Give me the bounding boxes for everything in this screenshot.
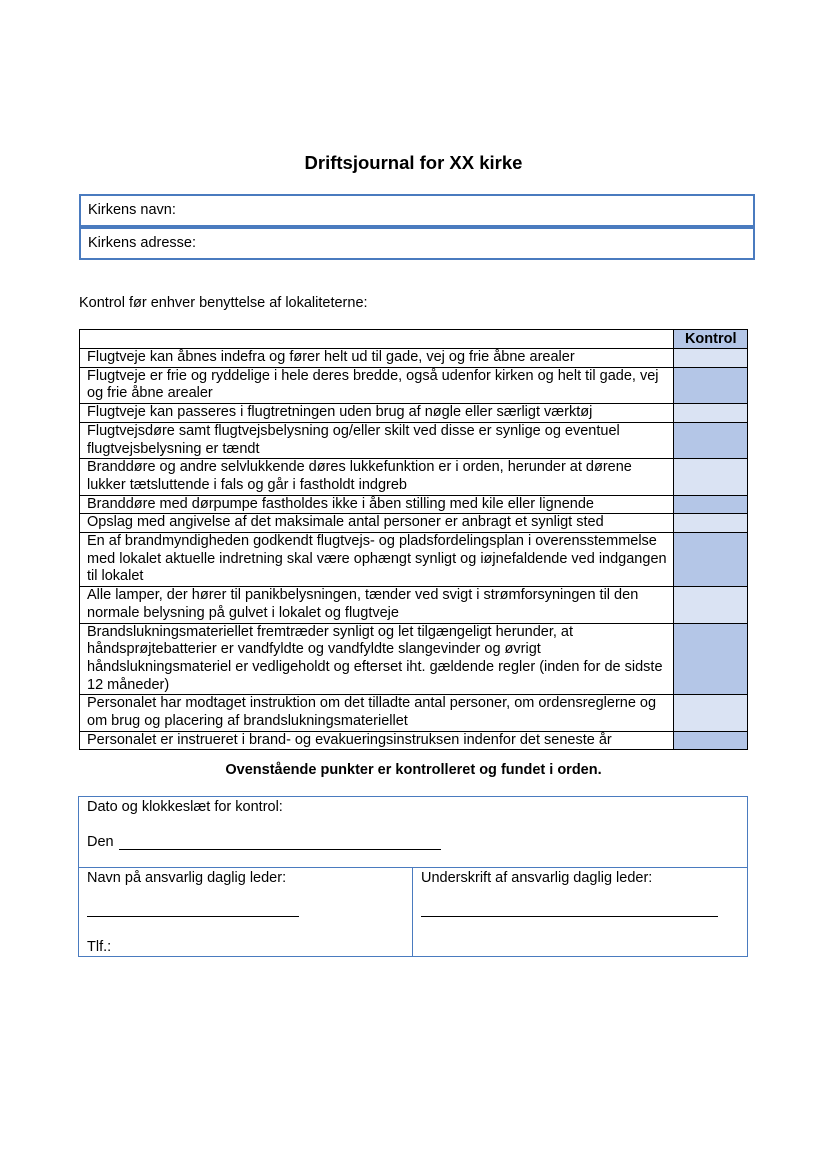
control-check-cell[interactable] bbox=[674, 623, 748, 695]
table-row bbox=[80, 731, 748, 750]
church-address-label: Kirkens adresse: bbox=[88, 235, 196, 251]
church-address-field[interactable] bbox=[79, 227, 755, 260]
signature-section bbox=[78, 796, 748, 957]
control-check-cell[interactable] bbox=[674, 349, 748, 368]
checklist-item-text: Flugtveje kan åbnes indefra og fører helt ud til gade, vej og frie åbne arealer bbox=[80, 349, 674, 368]
control-check-cell[interactable] bbox=[674, 587, 748, 623]
checklist-table bbox=[79, 329, 748, 750]
manager-signature-entry-line[interactable] bbox=[421, 916, 718, 917]
control-check-cell[interactable] bbox=[674, 514, 748, 533]
page-title: Driftsjournal for XX kirke bbox=[304, 152, 523, 173]
inspection-datetime-cell bbox=[79, 797, 747, 868]
table-row bbox=[80, 587, 748, 623]
checklist-item-text: Flugtveje er frie og ryddelige i hele deres bredde, også udenfor kirken og helt til gade, vej og frie åbne arealer bbox=[80, 367, 674, 403]
checklist-item-text: Branddøre og andre selvlukkende døres lukkefunktion er i orden, herunder at dørene lukker tætsluttende i fals og går i fastholdt indgreb bbox=[80, 459, 674, 495]
table-row bbox=[80, 459, 748, 495]
control-check-cell[interactable] bbox=[674, 367, 748, 403]
control-check-cell[interactable] bbox=[674, 459, 748, 495]
phone-label: Tlf.: bbox=[87, 939, 112, 955]
checklist-item-text: Alle lamper, der hører til panikbelysningen, tænder ved svigt i strømforsyningen til den normale belysning på gulvet i lokalet og flugtveje bbox=[80, 587, 674, 623]
manager-signature-cell bbox=[413, 868, 747, 956]
control-check-cell[interactable] bbox=[674, 695, 748, 731]
datetime-entry-line[interactable] bbox=[119, 849, 441, 850]
confirmation-statement: Ovenstående punkter er kontrolleret og fundet i orden. bbox=[225, 762, 602, 778]
checklist-item-text: Opslag med angivelse af det maksimale antal personer er anbragt et synligt sted bbox=[80, 514, 674, 533]
table-row bbox=[80, 349, 748, 368]
checklist-header-row bbox=[80, 330, 748, 349]
control-column-header: Kontrol bbox=[674, 330, 748, 349]
table-row bbox=[80, 514, 748, 533]
manager-name-label: Navn på ansvarlig daglig leder: bbox=[87, 870, 287, 886]
control-check-cell[interactable] bbox=[674, 495, 748, 514]
control-check-cell[interactable] bbox=[674, 533, 748, 587]
intro-text: Kontrol før enhver benyttelse af lokaliteterne: bbox=[79, 295, 368, 311]
church-name-field[interactable] bbox=[79, 194, 755, 227]
manager-name-entry-line[interactable] bbox=[87, 916, 299, 917]
checklist-item-text: Personalet har modtaget instruktion om det tilladte antal personer, om ordensreglerne og om brug og placering af brandslukningsmateriellet bbox=[80, 695, 674, 731]
datetime-label: Dato og klokkeslæt for kontrol: bbox=[87, 799, 283, 815]
manager-name-cell bbox=[79, 868, 413, 956]
table-row bbox=[80, 422, 748, 458]
checklist-item-text: Brandslukningsmateriellet fremtræder synligt og let tilgængeligt herunder, at håndsprøjtebatterier er vandfyldte og vandfyldte slangevinder og øvrigt håndslukningsmateriel er vedligeholdt og efterset iht. gældende regler (inden for de sidste 12 måneder) bbox=[80, 623, 674, 695]
checklist-item-text: En af brandmyndigheden godkendt flugtvejs- og pladsfordelingsplan i overensstemmelse med lokalet aktuelle indretning skal være ophængt synligt og iøjnefaldende ved indgangen til lokalet bbox=[80, 533, 674, 587]
control-check-cell[interactable] bbox=[674, 731, 748, 750]
table-row bbox=[80, 695, 748, 731]
manager-signature-label: Underskrift af ansvarlig daglig leder: bbox=[421, 870, 653, 886]
control-check-cell[interactable] bbox=[674, 404, 748, 423]
control-check-cell[interactable] bbox=[674, 422, 748, 458]
table-row bbox=[80, 367, 748, 403]
table-row bbox=[80, 533, 748, 587]
church-name-label: Kirkens navn: bbox=[88, 202, 176, 218]
checklist-header-blank bbox=[80, 330, 674, 349]
table-row bbox=[80, 623, 748, 695]
table-row bbox=[80, 404, 748, 423]
checklist-item-text: Flugtveje kan passeres i flugtretningen uden brug af nøgle eller særligt værktøj bbox=[80, 404, 674, 423]
checklist-item-text: Flugtvejsdøre samt flugtvejsbelysning og/eller skilt ved disse er synlige og eventuel flugtvejsbelysning er tændt bbox=[80, 422, 674, 458]
checklist-item-text: Personalet er instrueret i brand- og evakueringsinstruksen indenfor det seneste år bbox=[80, 731, 674, 750]
checklist-item-text: Branddøre med dørpumpe fastholdes ikke i åben stilling med kile eller lignende bbox=[80, 495, 674, 514]
den-label: Den bbox=[87, 834, 114, 850]
table-row bbox=[80, 495, 748, 514]
